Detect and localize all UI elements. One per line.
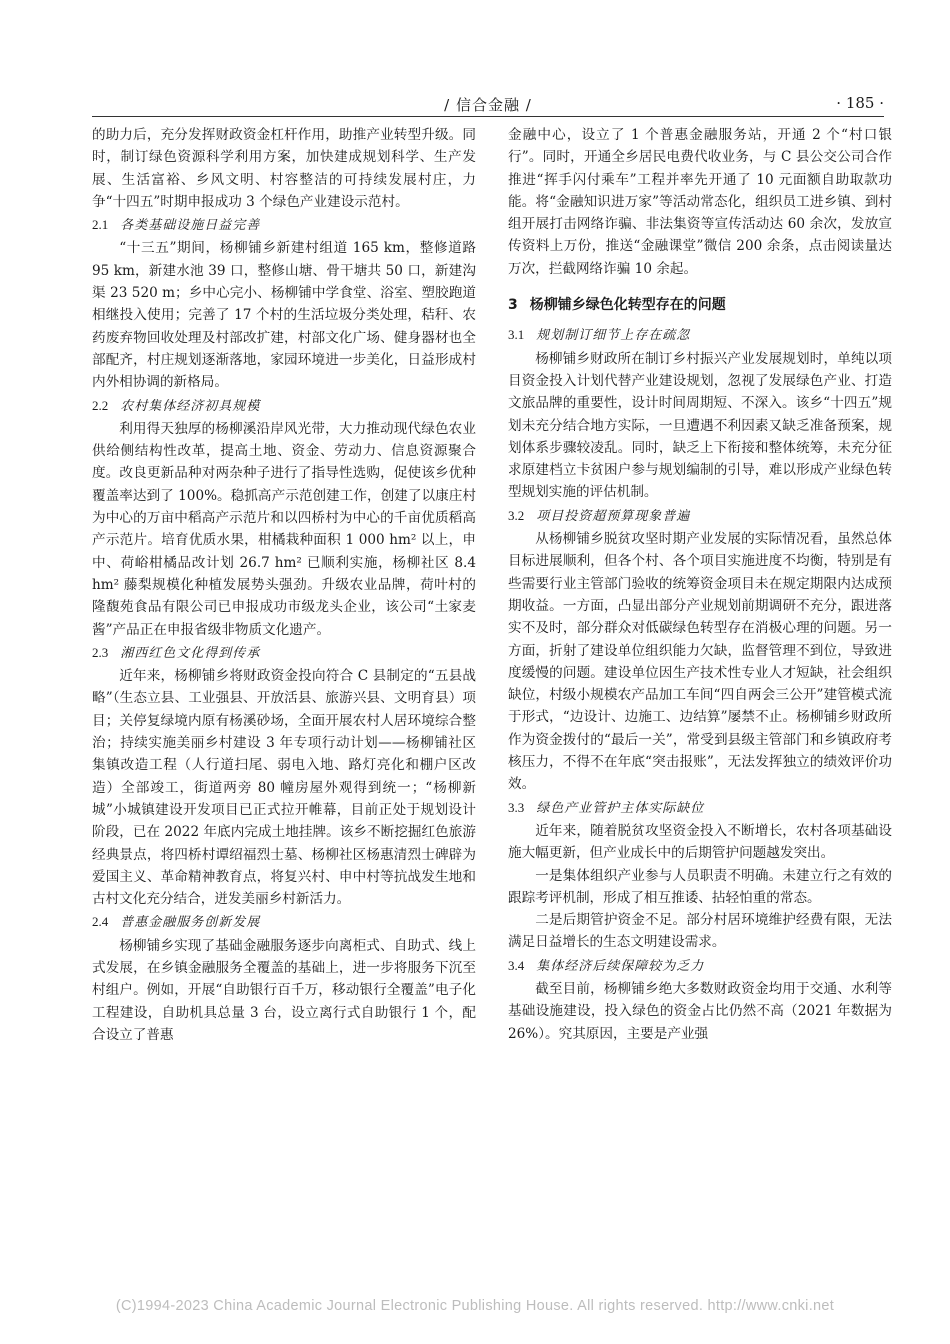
paragraph: 金融中心，设立了 1 个普惠金融服务站，开通 2 个“村口银行”。同时，开通全乡居民电费代收业务，与 C 县公交公司合作推进“挥手闪付乘车”工程并率先开通了 10 元面额自助取款功能。将“金融知识进万家”等活动常态化，组织员工进乡镇、到村组开展打击网络诈骗、非法集资等宣传活动达 60 余次，发放宣传资料上万份，推送“金融课堂”微信 200 余条，点击阅读量达万次，拦截网络诈骗 10 余起。 (508, 127, 892, 277)
page-number: · 185 · (836, 94, 884, 112)
paragraph: 利用得天独厚的杨柳溪沿岸风光带，大力推动现代绿色农业供给侧结构性改革，提高土地、资金、劳动力、信息资源聚合度。改良更新品种对两杂种子进行了指导性选购，促使该乡优种覆盖率达到了 100%。稳抓高产示范创建工作，创建了以康庄村为中心的万亩中稻高产示范片和以四桥村为中心的千亩优质稻高产示范片。培育优质水果，柑橘栽种面积 1 000 hm² 以上，申中、荷峪柑橘品改计划 26.7 hm² 已顺利实施，杨柳社区 8.4 hm² 藤梨规模化种植发展势头强劲。升级农业品牌，荷叶村的隆馥苑食品有限公司已申报成功市级龙头企业，该公司“土家麦酱”产品正在申报省级非物质文化遗产。 (92, 420, 476, 638)
section-heading-3: 3 杨柳铺乡绿色化转型存在的问题 (508, 297, 726, 314)
paragraph: 截至目前，杨柳铺乡绝大多数财政资金均用于交通、水利等基础设施建设，投入绿色的资金占比仍然不高（2021 年数据为 26%）。究其原因，主要是产业强 (508, 980, 892, 1042)
section-heading-2-1: 2.1 各类基础设施日益完善 (92, 217, 261, 234)
running-header (92, 92, 884, 117)
paragraph: 杨柳铺乡实现了基础金融服务逐步向离柜式、自助式、线上式发展，在乡镇金融服务全覆盖的基础上，进一步将服务下沉至村组户。例如，开展“自助银行百千万，移动银行全覆盖”电子化工程建设，自助机具总量 3 台，设立离行式自助银行 1 个，配合设立了普惠 (92, 937, 476, 1043)
paragraph: 二是后期管护资金不足。部分村居环境维护经费有限，无法满足日益增长的生态文明建设需求。 (508, 912, 892, 951)
paragraph: 的助力后，充分发挥财政资金杠杆作用，助推产业转型升级。同时，制订绿色资源科学利用方案，加快建成规划科学、生产发展、生活富裕、乡风文明、村容整洁的可持续发展村庄，力争“十四五”时期申报成功 3 个绿色产业建设示范村。 (92, 127, 476, 210)
paragraph: 杨柳铺乡财政所在制订乡村振兴产业发展规划时，单纯以项目资金投入计划代替产业建设规划，忽视了发展绿色产业、打造文旅品牌的重要性，设计时间周期短、不深入。该乡“十四五”规划未充分结合地方实际，一旦遭遇不利因素又缺乏准备预案，规划体系步骤较凌乱。同时，缺乏上下衔接和整体统筹，未充分征求原建档立卡贫困户参与规划编制的引导，难以形成产业绿色转型规划实施的评估机制。 (508, 350, 892, 501)
section-heading-3-2: 3.2 项目投资超预算现象普遍 (508, 507, 691, 524)
section-heading-3-3: 3.3 绿色产业管护主体实际缺位 (508, 799, 705, 816)
paragraph: 近年来，随着脱贫攻坚资金投入不断增长，农村各项基础设施大幅更新，但产业成长中的后期管护问题越发突出。 (508, 822, 892, 862)
right-column (508, 124, 892, 1045)
journal-name: / 信合金融 / (444, 96, 532, 114)
paragraph: “十三五”期间，杨柳铺乡新建村组道 165 km，整修道路 95 km，新建水池 39 口，整修山塘、骨干塘共 50 口，新建沟渠 23 520 m；乡中心完小、杨柳铺中学食堂、浴室、塑胶跑道相继投入使用；完善了 17 个村的生活垃圾分类处理，秸秆、农药废弃物回收处理及村部改扩建，村部文化广场、健身器材也全部配齐，村庄规划逐渐落地，家园环境进一步美化，日益形成村内外相协调的新格局。 (92, 240, 476, 391)
section-heading-3-4: 3.4 集体经济后续保障较为乏力 (508, 957, 705, 974)
copyright-watermark: (C)1994-2023 China Academic Journal Electronic Publishing House. All rights reserved. http://www.cnki.net (115, 1298, 835, 1314)
section-heading-2-4: 2.4 普惠金融服务创新发展 (92, 914, 261, 931)
paragraph: 从杨柳铺乡脱贫攻坚时期产业发展的实际情况看，虽然总体目标进展顺利，但各个村、各个项目实施进度不均衡，特别是有些需要行业主管部门验收的统筹资金项目未在规定期限内达成预期收益。一方面，凸显出部分产业规划前期调研不充分，跟进落实不及时，部分群众对低碳绿色转型存在消极心理的问题。另一方面，折射了建设单位组织能力欠缺，监督管理不到位，导致进度缓慢的问题。建设单位因生产技术性专业人才短缺，社会组织缺位，村级小规模农产品加工车间“四自两会三公开”建管模式流于形式，“边设计、边施工、边结算”屡禁不止。杨柳铺乡财政所作为资金拨付的“最后一关”，常受到县级主管部门和乡镇政府考核压力，不得不在年底“突击报账”，无法发挥独立的绩效评价功效。 (508, 531, 892, 793)
section-heading-3-1: 3.1 规划制订细节上存在疏忽 (508, 327, 691, 344)
paragraph: 近年来，杨柳铺乡将财政资金投向符合 C 县制定的“五县战略”（生态立县、工业强县、开放活县、旅游兴县、文明育县）项目；关停复绿境内原有杨溪砂场，全面开展农村人居环境综合整治；持续实施美丽乡村建设 3 年专项行动计划——杨柳铺社区集镇改造工程（人行道扫尾、弱电入地、路灯亮化和棚户区改造）全部竣工，街道两旁 80 幢房屋外观得到统一；“杨柳新城”小城镇建设开发项目已正式拉开帷幕，目前正处于规划设计阶段，已在 2022 年底内完成土地挂牌。该乡不断挖掘红色旅游经典景点，将四桥村谭绍福烈士墓、杨柳社区杨惠清烈士碑辟为爱国主义、革命精神教育点，将复兴村、申中村等抗战发生地和古村文化充分结合，迸发美丽乡村新活力。 (92, 668, 476, 908)
left-column (92, 124, 476, 1046)
section-heading-2-2: 2.2 农村集体经济初具规模 (92, 397, 261, 414)
section-heading-2-3: 2.3 湘西红色文化得到传承 (92, 644, 261, 661)
paragraph: 一是集体组织产业参与人员职责不明确。未建立行之有效的跟踪考评机制，形成了相互推诿、拈轻怕重的常态。 (508, 867, 892, 906)
